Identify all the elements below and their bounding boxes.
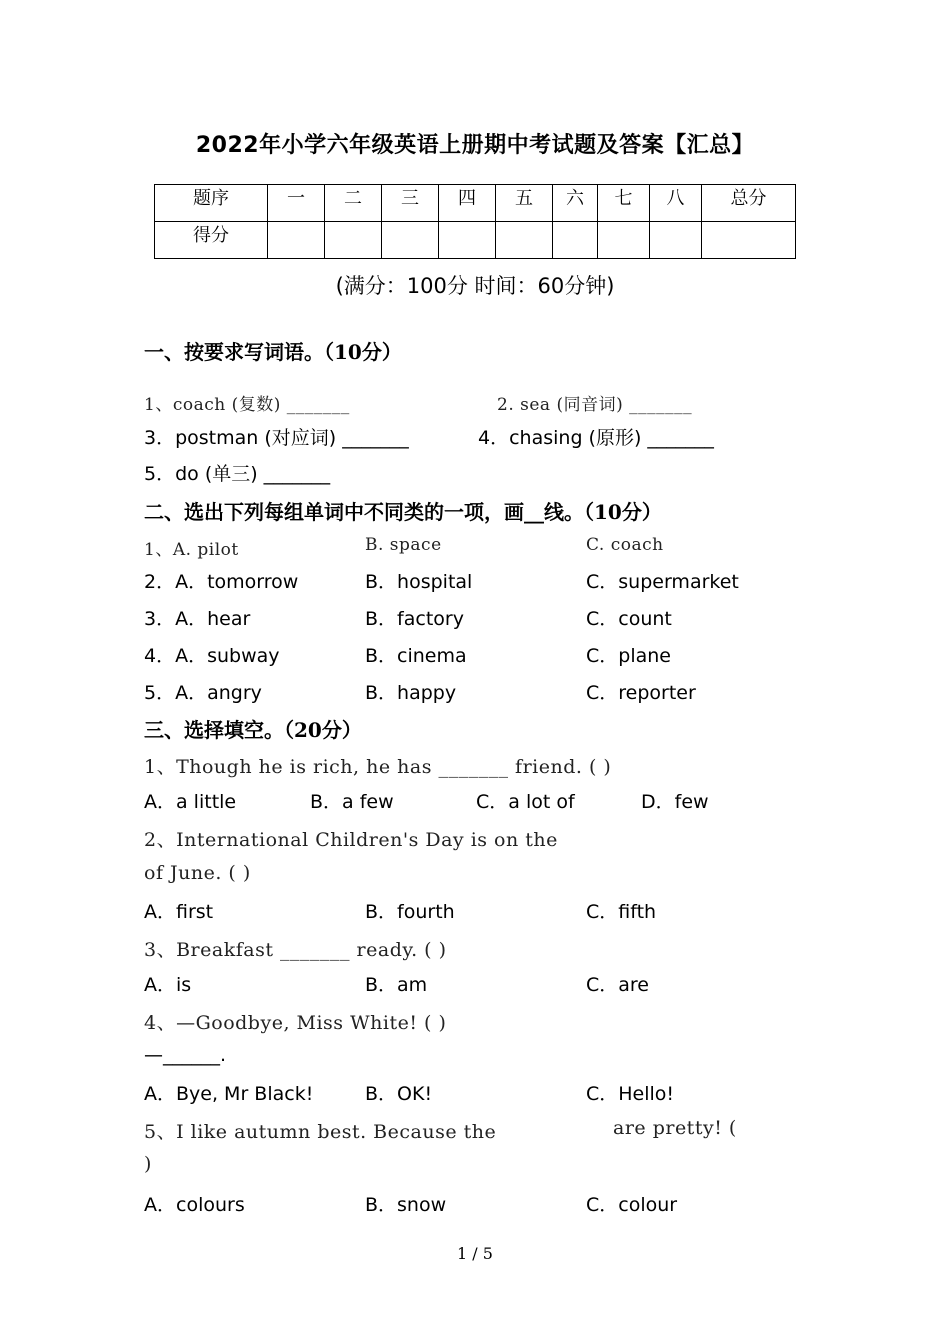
score-header-cell: 一 [268, 185, 325, 222]
question-text: 1、Though he is rich, he has _______ friend. ( ) [144, 756, 612, 778]
score-cell[interactable] [496, 222, 553, 259]
section-heading: 二、选出下列每组单词中不同类的一项，画__线。（10分） [144, 500, 662, 524]
option-text: A．a little [144, 791, 237, 813]
option-text: C．reporter [586, 682, 696, 704]
option-text: B．hospital [365, 571, 473, 593]
score-table-score-row [155, 222, 796, 259]
section-heading: 三、选择填空。（20分） [144, 718, 362, 742]
score-header-cell: 二 [325, 185, 382, 222]
option-text: C．plane [586, 645, 671, 667]
option-text: B．am [365, 974, 428, 996]
score-cell[interactable] [325, 222, 382, 259]
option-text: 5．A．angry [144, 682, 262, 704]
question-text: 4．chasing (原形) _______ [478, 427, 714, 449]
option-text: C．count [586, 608, 672, 630]
option-text: A．is [144, 974, 192, 996]
section-heading: 一、按要求写词语。（10分） [144, 340, 402, 364]
option-text: C．colour [586, 1194, 678, 1216]
score-cell[interactable] [382, 222, 439, 259]
option-text: B．OK! [365, 1083, 433, 1105]
score-header-cell: 八 [650, 185, 702, 222]
score-table-header-row [155, 185, 796, 222]
option-text: D．few [641, 791, 709, 813]
question-text: 1、coach (复数) _______ [144, 395, 350, 415]
question-text: are pretty! ( [613, 1117, 737, 1139]
option-text: A．first [144, 901, 214, 923]
score-row-label: 得分 [155, 222, 268, 259]
score-header-cell: 七 [598, 185, 650, 222]
option-text: C．supermarket [586, 571, 739, 593]
option-text: 1、A. pilot [144, 540, 239, 560]
option-text: C．fifth [586, 901, 657, 923]
question-text: 4、—Goodbye, Miss White! ( ) [144, 1012, 447, 1034]
option-text: B．fourth [365, 901, 455, 923]
page-title: 2022年小学六年级英语上册期中考试题及答案【汇总】 [195, 133, 755, 158]
question-text: ) [144, 1153, 152, 1175]
score-header-cell: 题序 [155, 185, 268, 222]
option-text: C．a lot of [476, 791, 575, 813]
score-header-cell: 六 [553, 185, 598, 222]
option-text: B．a few [310, 791, 394, 813]
option-text: A．colours [144, 1194, 245, 1216]
question-text: 2. sea (同音词) _______ [497, 395, 693, 415]
option-text: B．factory [365, 608, 464, 630]
exam-meta: (满分：100分 时间：60分钟) [335, 274, 615, 298]
question-text: 5、I like autumn best. Because the [144, 1121, 497, 1143]
page-number: 1 / 5 [457, 1244, 493, 1263]
question-text: 2、International Children's Day is on the [144, 829, 558, 851]
option-text: B．cinema [365, 645, 467, 667]
score-table [154, 184, 796, 259]
question-text: 5．do (单三) _______ [144, 463, 331, 485]
question-text: —______. [144, 1044, 227, 1066]
score-cell[interactable] [650, 222, 702, 259]
option-text: C．are [586, 974, 649, 996]
score-header-cell: 四 [439, 185, 496, 222]
option-text: 3．A．hear [144, 608, 251, 630]
option-text: B．happy [365, 682, 457, 704]
score-header-cell: 五 [496, 185, 553, 222]
option-text: B．snow [365, 1194, 447, 1216]
option-text: 2．A．tomorrow [144, 571, 299, 593]
option-text: C. coach [586, 535, 664, 555]
question-text: of June. ( ) [144, 862, 251, 884]
score-cell[interactable] [553, 222, 598, 259]
question-text: 3．postman (对应词) _______ [144, 427, 409, 449]
score-cell[interactable] [439, 222, 496, 259]
option-text: C．Hello! [586, 1083, 675, 1105]
option-text: B. space [365, 535, 442, 555]
score-cell[interactable] [268, 222, 325, 259]
option-text: A．Bye, Mr Black! [144, 1083, 314, 1105]
option-text: 4．A．subway [144, 645, 280, 667]
score-cell[interactable] [598, 222, 650, 259]
score-header-cell: 总分 [702, 185, 796, 222]
question-text: 3、Breakfast _______ ready. ( ) [144, 939, 447, 961]
score-cell[interactable] [702, 222, 796, 259]
score-header-cell: 三 [382, 185, 439, 222]
